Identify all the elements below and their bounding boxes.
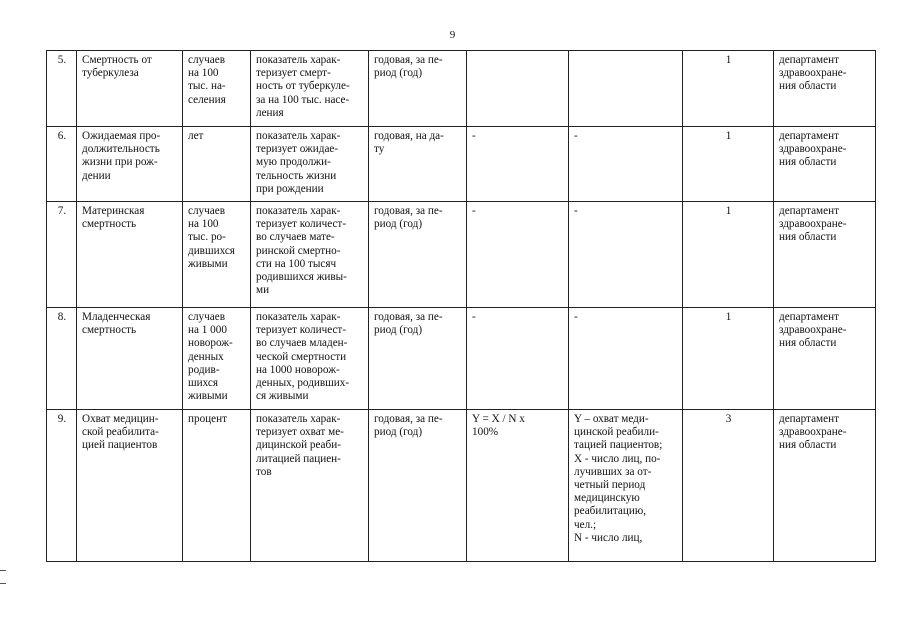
cell-text: 1 bbox=[725, 54, 732, 66]
cell-line: лет bbox=[188, 130, 204, 142]
row-number-cell bbox=[47, 308, 77, 410]
table-body bbox=[47, 51, 876, 562]
cell-line: ния области bbox=[779, 231, 837, 244]
cell-line: случаев bbox=[188, 205, 225, 217]
cell-line: на 1 000 bbox=[188, 324, 227, 337]
cell-line: департамент bbox=[779, 413, 839, 425]
cell-line: департамент bbox=[779, 205, 839, 217]
cell-line: ту bbox=[374, 143, 385, 156]
cell-line: здравоохране- bbox=[779, 67, 847, 80]
formula-cell bbox=[467, 308, 569, 410]
cell-line: литацией пациен- bbox=[256, 452, 341, 465]
cell-line: живыми bbox=[188, 390, 228, 403]
formula-terms-cell bbox=[569, 127, 683, 202]
cell-line: - bbox=[472, 205, 476, 217]
cell-line: медицинскую bbox=[574, 492, 640, 505]
description-cell bbox=[251, 127, 369, 202]
cell-line: на 100 bbox=[188, 218, 219, 231]
cell-line: тыс. на- bbox=[188, 80, 226, 93]
table-row bbox=[47, 410, 876, 562]
cell-line: здравоохране- bbox=[779, 143, 847, 156]
formula-cell bbox=[467, 127, 569, 202]
cell-line: цинской реабили- bbox=[574, 426, 659, 439]
cell-text: 6. bbox=[57, 130, 67, 142]
unit-cell bbox=[183, 308, 251, 410]
cell-line: риод (год) bbox=[374, 218, 423, 231]
cell-line: здравоохране- bbox=[779, 218, 847, 231]
unit-cell bbox=[183, 51, 251, 127]
method-cell bbox=[683, 410, 774, 562]
indicator-name-cell bbox=[77, 410, 183, 562]
table-row bbox=[47, 202, 876, 308]
indicator-name-cell bbox=[77, 127, 183, 202]
cell-line: ской реабилита- bbox=[82, 426, 159, 439]
cell-line: шихся bbox=[188, 377, 218, 390]
cell-line: живыми bbox=[188, 257, 228, 270]
cell-line: здравоохране- bbox=[779, 426, 847, 439]
cell-line: жизни при рож- bbox=[82, 156, 158, 169]
cell-line: процент bbox=[188, 413, 228, 425]
formula-terms-cell bbox=[569, 410, 683, 562]
margin-mark bbox=[0, 583, 6, 584]
cell-text: 3 bbox=[725, 413, 732, 425]
periodicity-cell bbox=[369, 308, 467, 410]
unit-cell bbox=[183, 410, 251, 562]
cell-line: во случаев младен- bbox=[256, 337, 348, 350]
cell-line: годовая, за пе- bbox=[374, 54, 443, 66]
cell-line: во случаев мате- bbox=[256, 231, 335, 244]
cell-line: ния области bbox=[779, 439, 837, 452]
row-number-cell bbox=[47, 410, 77, 562]
cell-line: теризует смерт- bbox=[256, 67, 331, 80]
cell-line: - bbox=[574, 205, 578, 217]
cell-line: показатель харак- bbox=[256, 130, 341, 142]
cell-text: 9. bbox=[57, 413, 67, 425]
cell-line: годовая, за пе- bbox=[374, 413, 443, 425]
cell-line: при рождении bbox=[256, 182, 324, 195]
formula-cell bbox=[467, 410, 569, 562]
cell-line: ния области bbox=[779, 80, 837, 93]
cell-line: Y = X / N x bbox=[472, 413, 525, 425]
cell-line: за на 100 тыс. насе- bbox=[256, 93, 350, 106]
cell-line: теризует количест- bbox=[256, 218, 347, 231]
cell-line: тацией пациентов; bbox=[574, 439, 663, 452]
cell-line: - bbox=[574, 130, 578, 142]
cell-line: ность от туберкуле- bbox=[256, 80, 350, 93]
cell-line: X - число лиц, по- bbox=[574, 452, 661, 465]
cell-text: 1 bbox=[725, 130, 732, 142]
cell-line: случаев bbox=[188, 311, 225, 323]
row-number-cell bbox=[47, 127, 77, 202]
cell-line: N - число лиц, bbox=[574, 531, 643, 544]
periodicity-cell bbox=[369, 202, 467, 308]
cell-line: дицинской реаби- bbox=[256, 439, 341, 452]
cell-line: Младенческая bbox=[82, 311, 151, 323]
cell-line: тельность жизни bbox=[256, 169, 337, 182]
cell-line: тов bbox=[256, 465, 272, 478]
cell-line: показатель харак- bbox=[256, 311, 341, 323]
cell-line: показатель харак- bbox=[256, 205, 341, 217]
cell-line: - bbox=[574, 311, 578, 323]
indicators-table bbox=[46, 50, 876, 562]
cell-line: Материнская bbox=[82, 205, 145, 217]
cell-line: денных, родивших- bbox=[256, 377, 350, 390]
cell-line: ческой смертности bbox=[256, 350, 347, 363]
cell-line: смертность bbox=[82, 218, 137, 231]
cell-line: риод (год) bbox=[374, 426, 423, 439]
cell-text: 1 bbox=[725, 205, 732, 217]
indicator-name-cell bbox=[77, 51, 183, 127]
cell-line: департамент bbox=[779, 54, 839, 66]
cell-line: департамент bbox=[779, 130, 839, 142]
cell-line: на 100 bbox=[188, 67, 219, 80]
cell-line: ления bbox=[256, 106, 284, 119]
cell-line: годовая, на да- bbox=[374, 130, 444, 142]
cell-line: показатель харак- bbox=[256, 413, 341, 425]
responsible-cell bbox=[774, 308, 876, 410]
margin-mark bbox=[0, 570, 6, 571]
cell-line: годовая, за пе- bbox=[374, 311, 443, 323]
method-cell bbox=[683, 202, 774, 308]
method-cell bbox=[683, 308, 774, 410]
formula-cell bbox=[467, 51, 569, 127]
cell-text: 8. bbox=[57, 311, 67, 323]
responsible-cell bbox=[774, 127, 876, 202]
method-cell bbox=[683, 127, 774, 202]
cell-line: ми bbox=[256, 284, 270, 297]
cell-line: годовая, за пе- bbox=[374, 205, 443, 217]
cell-line: Y – охват меди- bbox=[574, 413, 649, 425]
table-row bbox=[47, 51, 876, 127]
description-cell bbox=[251, 202, 369, 308]
periodicity-cell bbox=[369, 51, 467, 127]
method-cell bbox=[683, 51, 774, 127]
table-row bbox=[47, 308, 876, 410]
cell-line: теризует ожидае- bbox=[256, 143, 339, 156]
cell-line: показатель харак- bbox=[256, 54, 341, 66]
responsible-cell bbox=[774, 202, 876, 308]
indicator-name-cell bbox=[77, 308, 183, 410]
cell-line: дении bbox=[82, 169, 111, 182]
responsible-cell bbox=[774, 410, 876, 562]
cell-line: Ожидаемая про- bbox=[82, 130, 161, 142]
cell-line: ринской смертно- bbox=[256, 244, 341, 257]
cell-line: Смертность от bbox=[82, 54, 152, 66]
cell-line: родившихся живы- bbox=[256, 271, 347, 284]
formula-terms-cell bbox=[569, 51, 683, 127]
cell-line: селения bbox=[188, 93, 226, 106]
cell-line: мую продолжи- bbox=[256, 156, 331, 169]
cell-line: - bbox=[472, 130, 476, 142]
cell-line: ния области bbox=[779, 337, 837, 350]
cell-line: дившихся bbox=[188, 244, 235, 257]
table-row bbox=[47, 127, 876, 202]
cell-line: случаев bbox=[188, 54, 225, 66]
cell-text: 5. bbox=[57, 54, 67, 66]
periodicity-cell bbox=[369, 127, 467, 202]
cell-line: новорож- bbox=[188, 337, 233, 350]
row-number-cell bbox=[47, 51, 77, 127]
cell-line: четный период bbox=[574, 479, 646, 492]
cell-line: Охват медицин- bbox=[82, 413, 159, 425]
cell-line: департамент bbox=[779, 311, 839, 323]
cell-line: теризует охват ме- bbox=[256, 426, 344, 439]
cell-line: родив- bbox=[188, 363, 220, 376]
cell-line: туберкулеза bbox=[82, 67, 139, 80]
indicator-name-cell bbox=[77, 202, 183, 308]
cell-text: 7. bbox=[57, 205, 67, 217]
cell-line: здравоохране- bbox=[779, 324, 847, 337]
formula-terms-cell bbox=[569, 308, 683, 410]
cell-line: ния области bbox=[779, 156, 837, 169]
cell-line: сти на 100 тысяч bbox=[256, 257, 337, 270]
row-number-cell bbox=[47, 202, 77, 308]
description-cell bbox=[251, 308, 369, 410]
cell-line: чел.; bbox=[574, 518, 597, 531]
periodicity-cell bbox=[369, 410, 467, 562]
cell-line: лучивших за от- bbox=[574, 465, 652, 478]
cell-line: денных bbox=[188, 350, 224, 363]
cell-line: риод (год) bbox=[374, 67, 423, 80]
cell-line: 100% bbox=[472, 426, 499, 439]
cell-line: цией пациентов bbox=[82, 439, 158, 452]
cell-line: на 1000 новорож- bbox=[256, 363, 340, 376]
cell-line: смертность bbox=[82, 324, 137, 337]
unit-cell bbox=[183, 202, 251, 308]
formula-cell bbox=[467, 202, 569, 308]
cell-text: 1 bbox=[725, 311, 732, 323]
responsible-cell bbox=[774, 51, 876, 127]
page-number: 9 bbox=[449, 29, 456, 41]
cell-line: - bbox=[472, 311, 476, 323]
cell-line: риод (год) bbox=[374, 324, 423, 337]
cell-line: должительность bbox=[82, 143, 160, 156]
cell-line: реабилитацию, bbox=[574, 505, 647, 518]
formula-terms-cell bbox=[569, 202, 683, 308]
cell-line: ся живыми bbox=[256, 390, 309, 403]
cell-line: тыс. ро- bbox=[188, 231, 226, 244]
unit-cell bbox=[183, 127, 251, 202]
description-cell bbox=[251, 51, 369, 127]
description-cell bbox=[251, 410, 369, 562]
cell-line: теризует количест- bbox=[256, 324, 347, 337]
